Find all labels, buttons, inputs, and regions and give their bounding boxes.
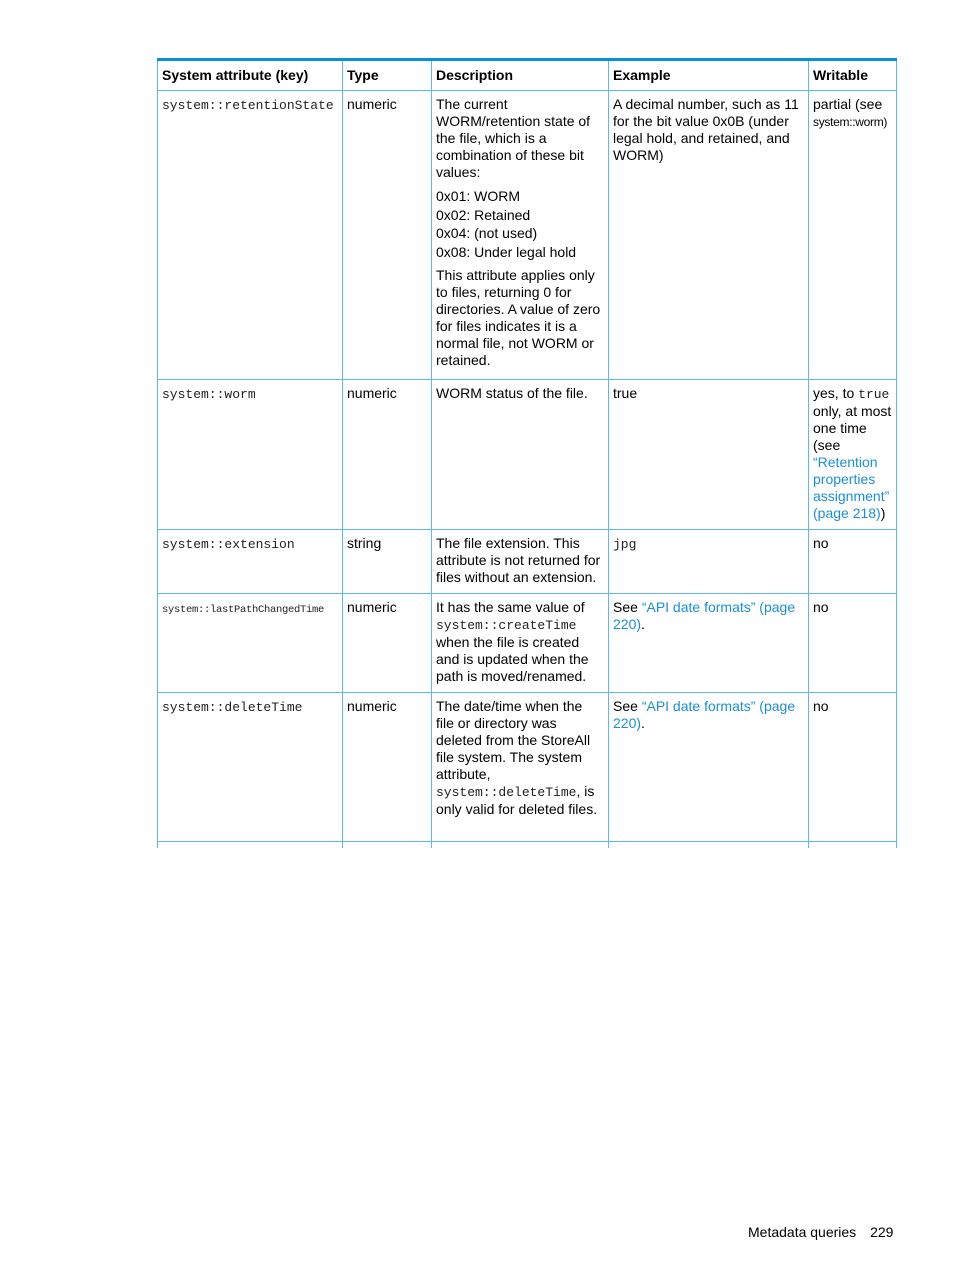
writable-text: only, at most one time (see [813, 403, 892, 453]
cell-writable: no [809, 693, 897, 842]
example-code: jpg [613, 537, 637, 552]
cell-key [158, 594, 343, 693]
description-text: The current WORM/retention state of the file, which is a combination of these bit values: [436, 96, 591, 180]
cell-description: The file extension. This attribute is not returned for files without an extension. [432, 530, 609, 594]
header-type: Type [343, 60, 432, 91]
cell-type: numeric [343, 91, 432, 380]
bit-value: 0x04: (not used) [436, 225, 538, 241]
cell-writable [809, 380, 897, 530]
example-text: See [613, 599, 638, 615]
api-date-formats-link[interactable]: “API date formats” (page 220) [613, 599, 796, 632]
page-footer [748, 1224, 893, 1240]
description-note: This attribute applies only to files, returning 0 for directories. A value of zero for files indicates it is a normal file, not WORM or retained. [436, 267, 601, 368]
example-text: See [613, 698, 638, 714]
bit-values-list [436, 187, 604, 261]
writable-ref: system::worm) [813, 115, 888, 129]
attribute-key: system::extension [162, 537, 295, 552]
table-row [158, 380, 897, 530]
cell-key [158, 91, 343, 380]
attribute-key: system::retentionState [162, 98, 334, 113]
attribute-key: system::deleteTime [162, 700, 303, 715]
header-description: Description [432, 60, 609, 91]
attribute-key: system::lastPathChangedTime [162, 604, 325, 616]
description-text: , is only valid for deleted files. [436, 783, 598, 817]
cell-writable [809, 91, 897, 380]
writable-text: yes, to [813, 385, 855, 401]
cell-description: WORM status of the file. [432, 380, 609, 530]
description-code: system::deleteTime [436, 785, 577, 800]
attribute-key: system::worm [162, 387, 256, 402]
page-number: 229 [870, 1224, 894, 1240]
cell-example: true [609, 380, 809, 530]
cell-key [158, 530, 343, 594]
writable-text: partial (see [813, 96, 883, 112]
cell-type: numeric [343, 693, 432, 842]
api-date-formats-link[interactable]: “API date formats” (page 220) [613, 698, 796, 731]
bit-value: 0x01: WORM [436, 188, 521, 204]
example-text: . [641, 715, 645, 731]
cell-example [609, 693, 809, 842]
cell-description [432, 693, 609, 842]
header-example: Example [609, 60, 809, 91]
cell-description [432, 91, 609, 380]
cell-example [609, 594, 809, 693]
cell-writable: no [809, 594, 897, 693]
example-text: . [641, 616, 645, 632]
cell-example: A decimal number, such as 11 for the bit value 0x0B (under legal hold, and retained, and WORM) [609, 91, 809, 380]
header-key: System attribute (key) [158, 60, 343, 91]
footer-section-title: Metadata queries [748, 1224, 857, 1240]
cell-type: numeric [343, 380, 432, 530]
header-writable: Writable [809, 60, 897, 91]
description-code: system::createTime [436, 618, 577, 633]
cell-type: string [343, 530, 432, 594]
table-row [158, 530, 897, 594]
bit-value: 0x02: Retained [436, 206, 531, 223]
table-row [158, 91, 897, 380]
table-continuation-row [158, 842, 897, 849]
writable-text: ) [880, 505, 886, 521]
bit-value: 0x08: Under legal hold [436, 243, 577, 260]
table-row [158, 594, 897, 693]
retention-properties-link[interactable]: “Retention properties assignment” (page 218) [813, 454, 890, 521]
cell-type: numeric [343, 594, 432, 693]
system-attributes-table [157, 58, 897, 848]
description-text: when the file is created and is updated when the path is moved/renamed. [436, 634, 589, 684]
table-header-row [158, 60, 897, 91]
description-text: The date/time when the file or directory was deleted from the StoreAll file system. The system attribute, [436, 698, 591, 782]
cell-writable: no [809, 530, 897, 594]
cell-key [158, 693, 343, 842]
table-row [158, 693, 897, 842]
writable-code: true [858, 387, 890, 402]
description-text: It has the same value of [436, 599, 585, 615]
cell-description [432, 594, 609, 693]
cell-key [158, 380, 343, 530]
cell-example [609, 530, 809, 594]
